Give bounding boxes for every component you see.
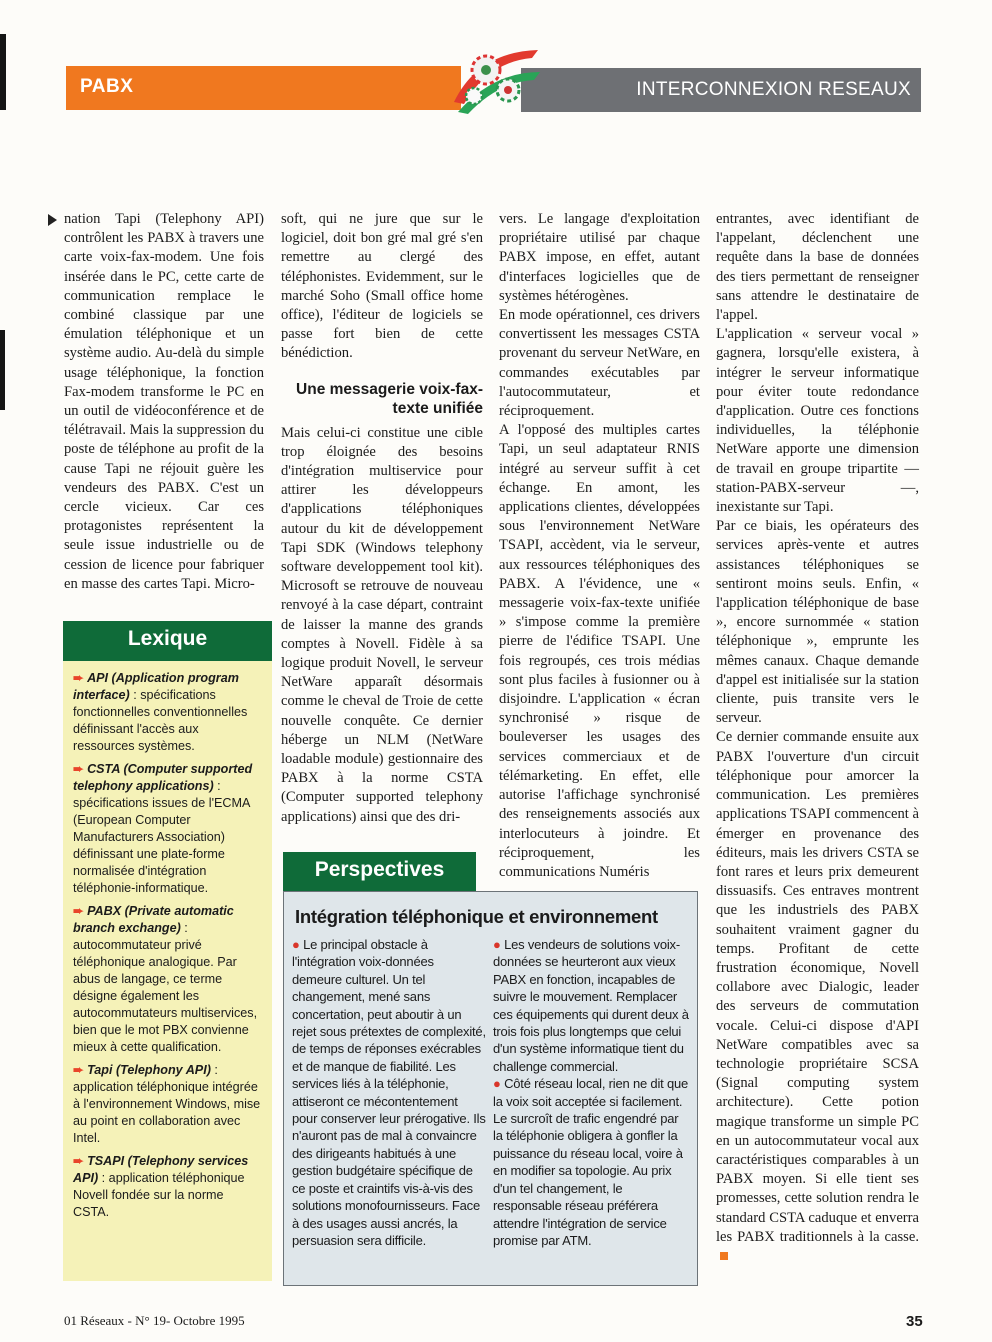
lexique-title: Lexique <box>127 627 208 650</box>
section-tag-pabx <box>66 66 461 110</box>
article-subhead: Une messagerie voix-fax-texte unifiée <box>296 380 483 417</box>
issue-footer: 01 Réseaux - N° 19- Octobre 1995 <box>64 1313 245 1328</box>
perspectives-column-2 <box>493 936 691 1249</box>
article-paragraph <box>716 728 919 1266</box>
lexique-term: CSTA (Computer supported telephony applications) <box>73 762 253 793</box>
perspectives-text: Le principal obstacle à l'intégration voix-données demeure culturel. Un tel changement, mené sans concertation, peut aboutir à un rejet sous prétextes de complexité, de temps de réponses exécrables et de manque de fiabilité. Les services liés à la téléphonie, attiseront ce mécontentement pour conserver leur prérogative. Ils n'auront pas de mal à convaincre des dirigeants habitués à une gestion budgétaire spécifique de ce poste et craintifs vis-à-vis des solutions monofournisseurs. Face à des usages aussi ancrés, la persuasion sera difficile. <box>292 937 486 1248</box>
article-column-2 <box>281 210 483 827</box>
gears-logo-icon <box>448 42 543 120</box>
section-tag-network <box>521 68 921 112</box>
arrow-icon: ➨ <box>73 904 88 918</box>
article-paragraph: Mais celui-ci constitue une cible trop éloignée des besoins d'intégration multiservice pour attirer les développeurs d'applications téléphoniques autour du kit de développement Tapi SDK (Windows telephony software developpement tool kit). Microsoft se retrouve de nouveau renvoyé à la case départ, contraint de laisser la manne des grands comptes à Novell. Fidèle à sa logique produit Novell, le serveur NetWare apparaît désormais comme le cheval de Troie de cette nouvelle conquête. Ce dernier héberge un NLM (NetWare loadable module) gestionnaire des PABX à la norme CSTA (Computer supported telephony applications) ainsi que des dri- <box>281 424 483 825</box>
bullet-icon: ● <box>493 1076 505 1092</box>
lexique-entry <box>73 670 263 755</box>
lexique-term: Tapi (Telephony API) <box>87 1063 211 1077</box>
lexique-entry <box>73 903 263 1056</box>
lexique-entry <box>73 761 263 897</box>
lexique-list <box>73 670 263 1227</box>
section-label: INTERCONNEXION RESEAUX <box>636 79 911 100</box>
lexique-box <box>63 621 272 1281</box>
article-paragraph: nation Tapi (Telephony API) contrôlent les PABX à travers une carte voix-fax-modem. Une fois insérée dans le PC, cette carte de communication remplace le combiné classique par une émulation téléphonique et un système audio. Au-delà du simple usage téléphonique, la fonction Fax-modem transforme le PC en un outil de vidéoconférence et de télétravail. Mais la suppression du poste de téléphone au profit de la cause Tapi ne réjouit guère les vendeurs des PABX. C'est un cercle vicieux. Car ces protagonistes représentent la seule issue industrielle ou de cession de licence pour fabriquer en masse des cartes Tapi. Micro- <box>64 211 264 592</box>
page-edge-mark <box>0 34 6 110</box>
continuation-arrow-icon <box>48 214 57 226</box>
perspectives-point <box>493 1075 691 1249</box>
lexique-definition: : autocommutateur privé téléphonique analogique. Par abus de langage, ce terme désigne également les autocommutateurs multiservices, bien que le mot PBX convienne mieux à cette qualification. <box>73 921 258 1054</box>
lexique-definition: : spécifications fonctionnelles conventionnelles définissant l'accès aux ressources systèmes. <box>73 688 248 753</box>
article-paragraph: En mode opérationnel, ces drivers convertissent les messages CSTA provenant du serveur NetWare, en commandes exécutables par l'autocommutateur, et réciproquement. <box>499 307 700 420</box>
lexique-definition: : application téléphonique Novell fondée sur la norme CSTA. <box>73 1171 245 1219</box>
article-column-3 <box>499 210 700 882</box>
article-paragraph: Par ce biais, les opérateurs des services après-vente et autres assistances téléphoniques se sentiront moins seuls. Enfin, « l'application téléphonique de base », encore surnommée « station téléphonique », emprunte les mêmes canaux. Chaque demande d'appel est initialisée sur la station cliente, puis transite vers le serveur. <box>716 518 919 727</box>
perspectives-box <box>283 891 698 1286</box>
page-edge-mark <box>0 330 5 410</box>
perspectives-point <box>493 936 691 1075</box>
lexique-definition: : application téléphonique intégrée à l'environnement Windows, mise au point en collaboration avec Intel. <box>73 1063 261 1145</box>
article-paragraph: vers. Le langage d'exploitation propriétaire utilisé par chaque PABX impose, en effet, autant d'interfaces logicielles que de systèmes hétérogènes. <box>499 211 700 304</box>
perspectives-column-1 <box>292 936 486 1249</box>
bullet-icon: ● <box>292 937 304 952</box>
end-of-article-square-icon <box>720 1252 728 1260</box>
perspectives-label: Perspectives <box>314 858 445 881</box>
article-paragraph: entrantes, avec identifiant de l'appelant, déclenchent une requête dans la base de données des tiers permettant de renseigner sans attendre le destinataire de l'appel. <box>716 211 919 324</box>
article-text: Ce dernier commande ensuite aux PABX l'ouverture d'un circuit téléphonique pour amorcer la communication. Les premières applications TSAPI commencent à émerger en provenance des éditeurs, mais les drivers CSTA se font rares et leurs prix demeurent dissuasifs. Ces entraves montrent que les industriels des PABX souhaitent vraiment gagner du temps. Profitant de cette frustration économique, Novell collabore avec Dialogic, leader des serveurs de commutation vocale. Celui-ci dispose d'API NetWare compatibles avec sa technologie propriétaire SCSA (Signal computing system architecture). Cette potion magique transforme un simple PC en un autocommutateur vocal aux caractéristiques comparables à un PABX moyen. Si elle tient ses promesses, cette solution rendra le standard CSTA caduque et enverra les PABX traditionnels à la casse. <box>716 729 919 1245</box>
lexique-entry <box>73 1062 263 1147</box>
lexique-definition: : spécifications issues de l'ECMA (European Computer Manufacturers Association) définissant une plate-forme normalisée d'intégration téléphonie-informatique. <box>73 779 250 895</box>
perspectives-tab <box>283 852 476 892</box>
lexique-header <box>63 621 272 661</box>
article-column-1 <box>64 210 264 594</box>
lexique-term: PABX (Private automatic branch exchange) <box>73 904 234 935</box>
arrow-icon: ➨ <box>73 1063 88 1077</box>
article-paragraph: A l'opposé des multiples cartes Tapi, un seul adaptateur RNIS intégré au serveur suffit à cet échange. En amont, les applications clientes, développées sous l'environnement NetWare TSAPI, accèdent, via le serveur, aux ressources téléphoniques des PABX. A l'évidence, une « messagerie voix-fax-texte unifiée » s'impose comme la première pierre de l'édifice TSAPI. Une fois regroupés, ces trois médias sont plus faciles à fusionner ou à disjoindre. L'application « écran synchronisé » risque de bouleverser les usages des services commerciaux et de télémarketing. En effet, elle autorise l'affichage synchronisé des renseignements associés aux interlocuteurs à joindre. Et réciproquement, les communications Numéris <box>499 422 700 880</box>
article-paragraph: soft, qui ne jure que sur le logiciel, doit bon gré mal gré s'en remettre au clergé des téléphonistes. Evidemment, sur le marché Soho (Small office home office), l'éditeur de logiciels se passe fort bien de cette bénédiction. <box>281 211 483 362</box>
arrow-icon: ➨ <box>73 1154 88 1168</box>
section-label: PABX <box>80 76 134 97</box>
perspectives-text: Les vendeurs de solutions voix-données se heurteront aux vieux PABX en fonction, incapables de suivre le mouvement. Remplacer ces équipements qui durent deux à trois fois plus longtemps que celui d'un système informatique tient du challenge commercial. <box>493 937 689 1074</box>
bullet-icon: ● <box>493 937 505 952</box>
lexique-term: TSAPI (Telephony services API) <box>73 1154 249 1185</box>
article-column-4 <box>716 210 919 1266</box>
lexique-entry <box>73 1153 263 1221</box>
perspectives-title: Intégration téléphonique et environnement <box>295 906 658 927</box>
arrow-icon: ➨ <box>73 671 88 685</box>
page-number: 35 <box>906 1313 923 1330</box>
perspectives-text: Côté réseau local, rien ne dit que la voix soit acceptée si facilement. Le surcroît de trafic engendré par la téléphonie obligera à gonfler la puissance du réseau local, voire à en modifier sa topologie. Au prix d'un tel changement, le responsable réseau préférera attendre l'intégration de service promise par ATM. <box>493 1076 689 1248</box>
article-paragraph: L'application « serveur vocal » gagnera, lorsqu'elle existera, à intégrer le serveur informatique pour éviter toute redondance d'application. Outre ces fonctions individuelles, la téléphonie NetWare apporte une dimension de travail en groupe tripartite — station-PABX-serveur —, inexistante sur Tapi. <box>716 326 919 516</box>
arrow-icon: ➨ <box>73 762 88 776</box>
lexique-term: API (Application program interface) <box>73 671 239 702</box>
